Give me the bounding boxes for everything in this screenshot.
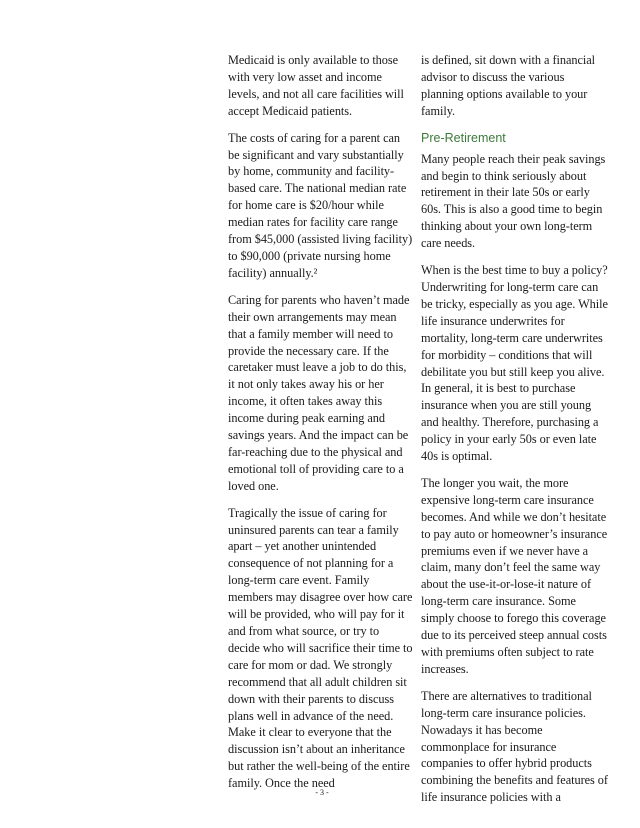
right-column <box>421 52 609 816</box>
paragraph-caring-for-parents: Caring for parents who haven’t made their own arrangements may mean that a family member will need to provide the necessary care. If the caretaker must leave a job to do this, it not only takes away his or her income, it often takes away this income during peak earning and savings years. And the impact can be far-reaching due to the physical and emotional toll of providing care to a loved one. <box>228 292 410 493</box>
page-number-text: - 3 - <box>315 788 329 797</box>
paragraph-family-impact: Tragically the issue of caring for uninsured parents can tear a family apart – yet another unintended consequence of not planning for a long-term care event. Family members may disagree over how care will be provided, who will pay for it and from what source, or try to decide who will sacrifice their time to care for mom or dad. We strongly recommend that all adult children sit down with their parents to discuss plans well in advance of the need. Make it clear to everyone that the discussion isn’t about an inheritance but rather the well-being of the entire family. Once the need <box>228 505 413 791</box>
left-column <box>228 52 413 802</box>
page-number <box>0 788 640 798</box>
paragraph-longer-you-wait: The longer you wait, the more expensive long-term care insurance becomes. And while we don’t hesitate to pay auto or homeowner’s insurance premiums even if we never have a claim, many don’t feel the same way about the use-it-or-lose-it nature of long-term care insurance. Some simply choose to forego this coverage due to its perceived steep annual costs with premiums often subject to rate increases. <box>421 475 608 676</box>
section-heading-pre-retirement: Pre-Retirement <box>421 130 506 145</box>
paragraph-best-time-to-buy: When is the best time to buy a policy? Underwriting for long-term care can be tricky, especially as you age. While life insurance underwrites for mortality, long-term care underwrites for morbidity – conditions that will debilitate you but still keep you alive. In general, it is best to purchase insurance when you are still young and healthy. Therefore, purchasing a policy in your early 50s or even late 40s is optimal. <box>421 263 608 464</box>
paragraph-medicaid: Medicaid is only available to those with very low asset and income levels, and not all care facilities will accept Medicaid patients. <box>228 53 404 118</box>
paragraph-alternatives: There are alternatives to traditional long-term care insurance policies. Nowadays it has become commonplace for insurance companies to offer hybrid products combining the benefits and features of life insurance policies with a <box>421 688 608 805</box>
paragraph-peak-savings: Many people reach their peak savings and begin to think seriously about retirement in their late 50s or early 60s. This is also a good time to begin thinking about your own long-term care needs. <box>421 151 606 251</box>
paragraph-continued: is defined, sit down with a financial advisor to discuss the various planning options available to your family. <box>421 53 596 118</box>
paragraph-costs-of-care: The costs of caring for a parent can be significant and vary substantially by home, community and facility-based care. The national median rate for home care is $20/hour while median rates for facility care range from $45,000 (assisted living facility) to $90,000 (private nursing home facility) annually.² <box>228 130 413 280</box>
